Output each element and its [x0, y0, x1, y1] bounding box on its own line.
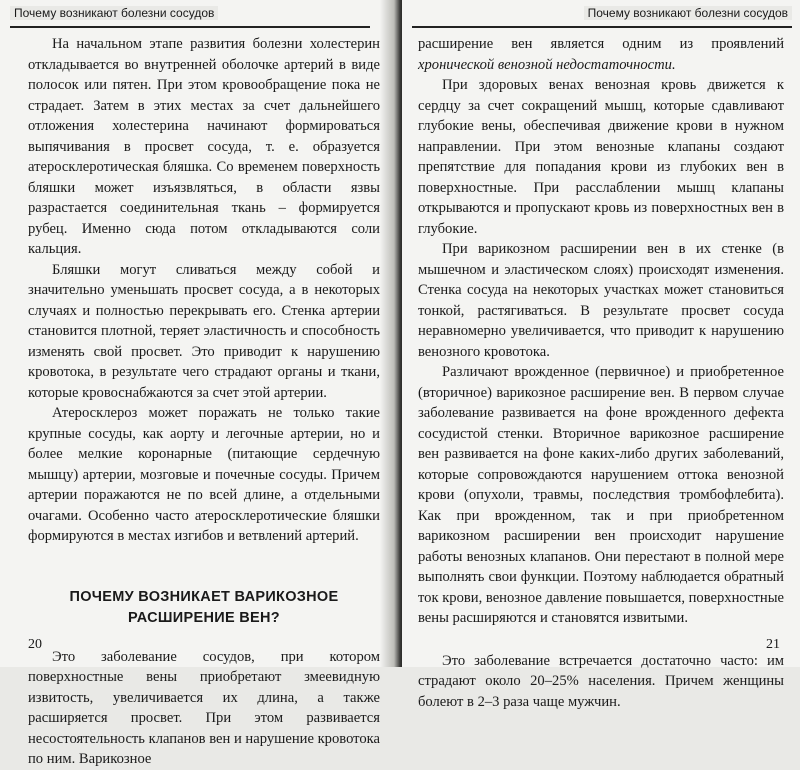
page-number-right: 21 — [766, 637, 780, 652]
paragraph: Бляшки могут сливаться между собой и значительно уменьшать просвет сосуда, а в некоторых случаях и полностью перекрывать его. Стенка артерии становится плотной, теряет эластичность и способность изменять свой просвет. Это приводит к нарушению кровотока, в результате чего страдают органы и ткани, которые кровоснабжаются за счет этой артерии. — [28, 261, 380, 401]
running-head-right-text: Почему возникают болезни сосудов — [584, 6, 792, 20]
running-head-left — [10, 4, 370, 28]
continuation-paragraph — [418, 34, 784, 75]
paragraph: На начальном этапе развития болезни холестерин откладывается во внутренней оболочке артерий в виде полосок или пятен. При этом кровообращение пока не страдает. Затем в этих местах за счет дальнейшего отложения холестерина начинают формироваться выпячивания в просвет сосуда, т. е. образуется атеросклеротическая бляшка. Со временем поверхность бляшки может изъязвляться, в области язвы разрастается соединительная ткань – формируется рубец. Именно сюда потом откладываются соли кальция. — [28, 36, 380, 257]
section-heading-line: ПОЧЕМУ ВОЗНИКАЕТ ВАРИКОЗНОЕ — [69, 588, 339, 605]
paragraph: При варикозном расширении вен в их стенке (в мышечном и эластическом слоях) происходят изменения. Стенка сосуда на некоторых участках может становиться тонкой, растягиваться. В результате просвет сосуда неравномерно увеличивается, что приводит к нарушению венозного кровотока. — [418, 241, 784, 360]
paragraph: Атеросклероз может поражать не только такие крупные сосуды, как аорту и легочные артерии, но и более мелкие коронарные (питающие сердечную мышцу) артерии, мозговые и почечные сосуды. Причем артерии поражаются не по всей длине, а отдельными очагами. Особенно часто атеросклеротические бляшки формируются в местах изгибов и ветвлений артерий. — [28, 405, 380, 544]
continuation-text: расширение вен является одним из проявлений — [418, 36, 784, 52]
paragraph: Это заболевание встречается достаточно часто: им страдают около 20–25% населения. Причем женщины болеют в 2–3 раза чаще мужчин. — [418, 652, 784, 710]
page-number-left: 20 — [28, 637, 42, 652]
section-heading — [28, 587, 380, 629]
paragraph: Это заболевание сосудов, при котором поверхностные вены приобретают змеевидную извитость, увеличивается их длина, а также расширяется просвет. При этом развивается несостоятельность клапанов вен и нарушение кровотока по ним. Варикозное — [28, 648, 380, 767]
left-page — [0, 0, 398, 767]
running-head-right — [412, 4, 792, 28]
right-page-body — [418, 34, 784, 712]
running-head-left-text: Почему возникают болезни сосудов — [10, 6, 218, 20]
paragraph: Различают врожденное (первичное) и приобретенное (вторичное) варикозное расширение вен. В первом случае заболевание развивается на фоне врожденного дефекта сосудистой стенки. Вторичное варикозное расширение вен развивается на фоне каких-либо других заболеваний, которые сопровождаются нарушением оттока венозной крови (опухоли, травмы, последствия тромбофлебита). Как при врожденном, так и при приобретенном варикозном расширении вен происходит нарушение работы венозных клапанов. Они перестают в полной мере выполнять свои функции. Поэтому наблюдается обратный ток крови, венозное давление повышается, поверхностные вены расширяются и становятся извитыми. — [418, 364, 785, 626]
continuation-italic: хронической венозной недостаточности. — [418, 56, 676, 73]
right-page — [402, 0, 800, 710]
paragraph: При здоровых венах венозная кровь движется к сердцу за счет сокращений мышц, которые сдавливают глубокие вены, обеспечивая движение крови в нужном направлении. При этом венозные клапаны создают препятствие для попадания крови из глубоких вен в поверхностные. При расслаблении мышц клапаны открываются и пропускают кровь из поверхностных вен в глубокие. — [418, 77, 784, 237]
left-page-body — [28, 34, 380, 770]
section-heading-line: РАСШИРЕНИЕ ВЕН? — [128, 609, 280, 626]
